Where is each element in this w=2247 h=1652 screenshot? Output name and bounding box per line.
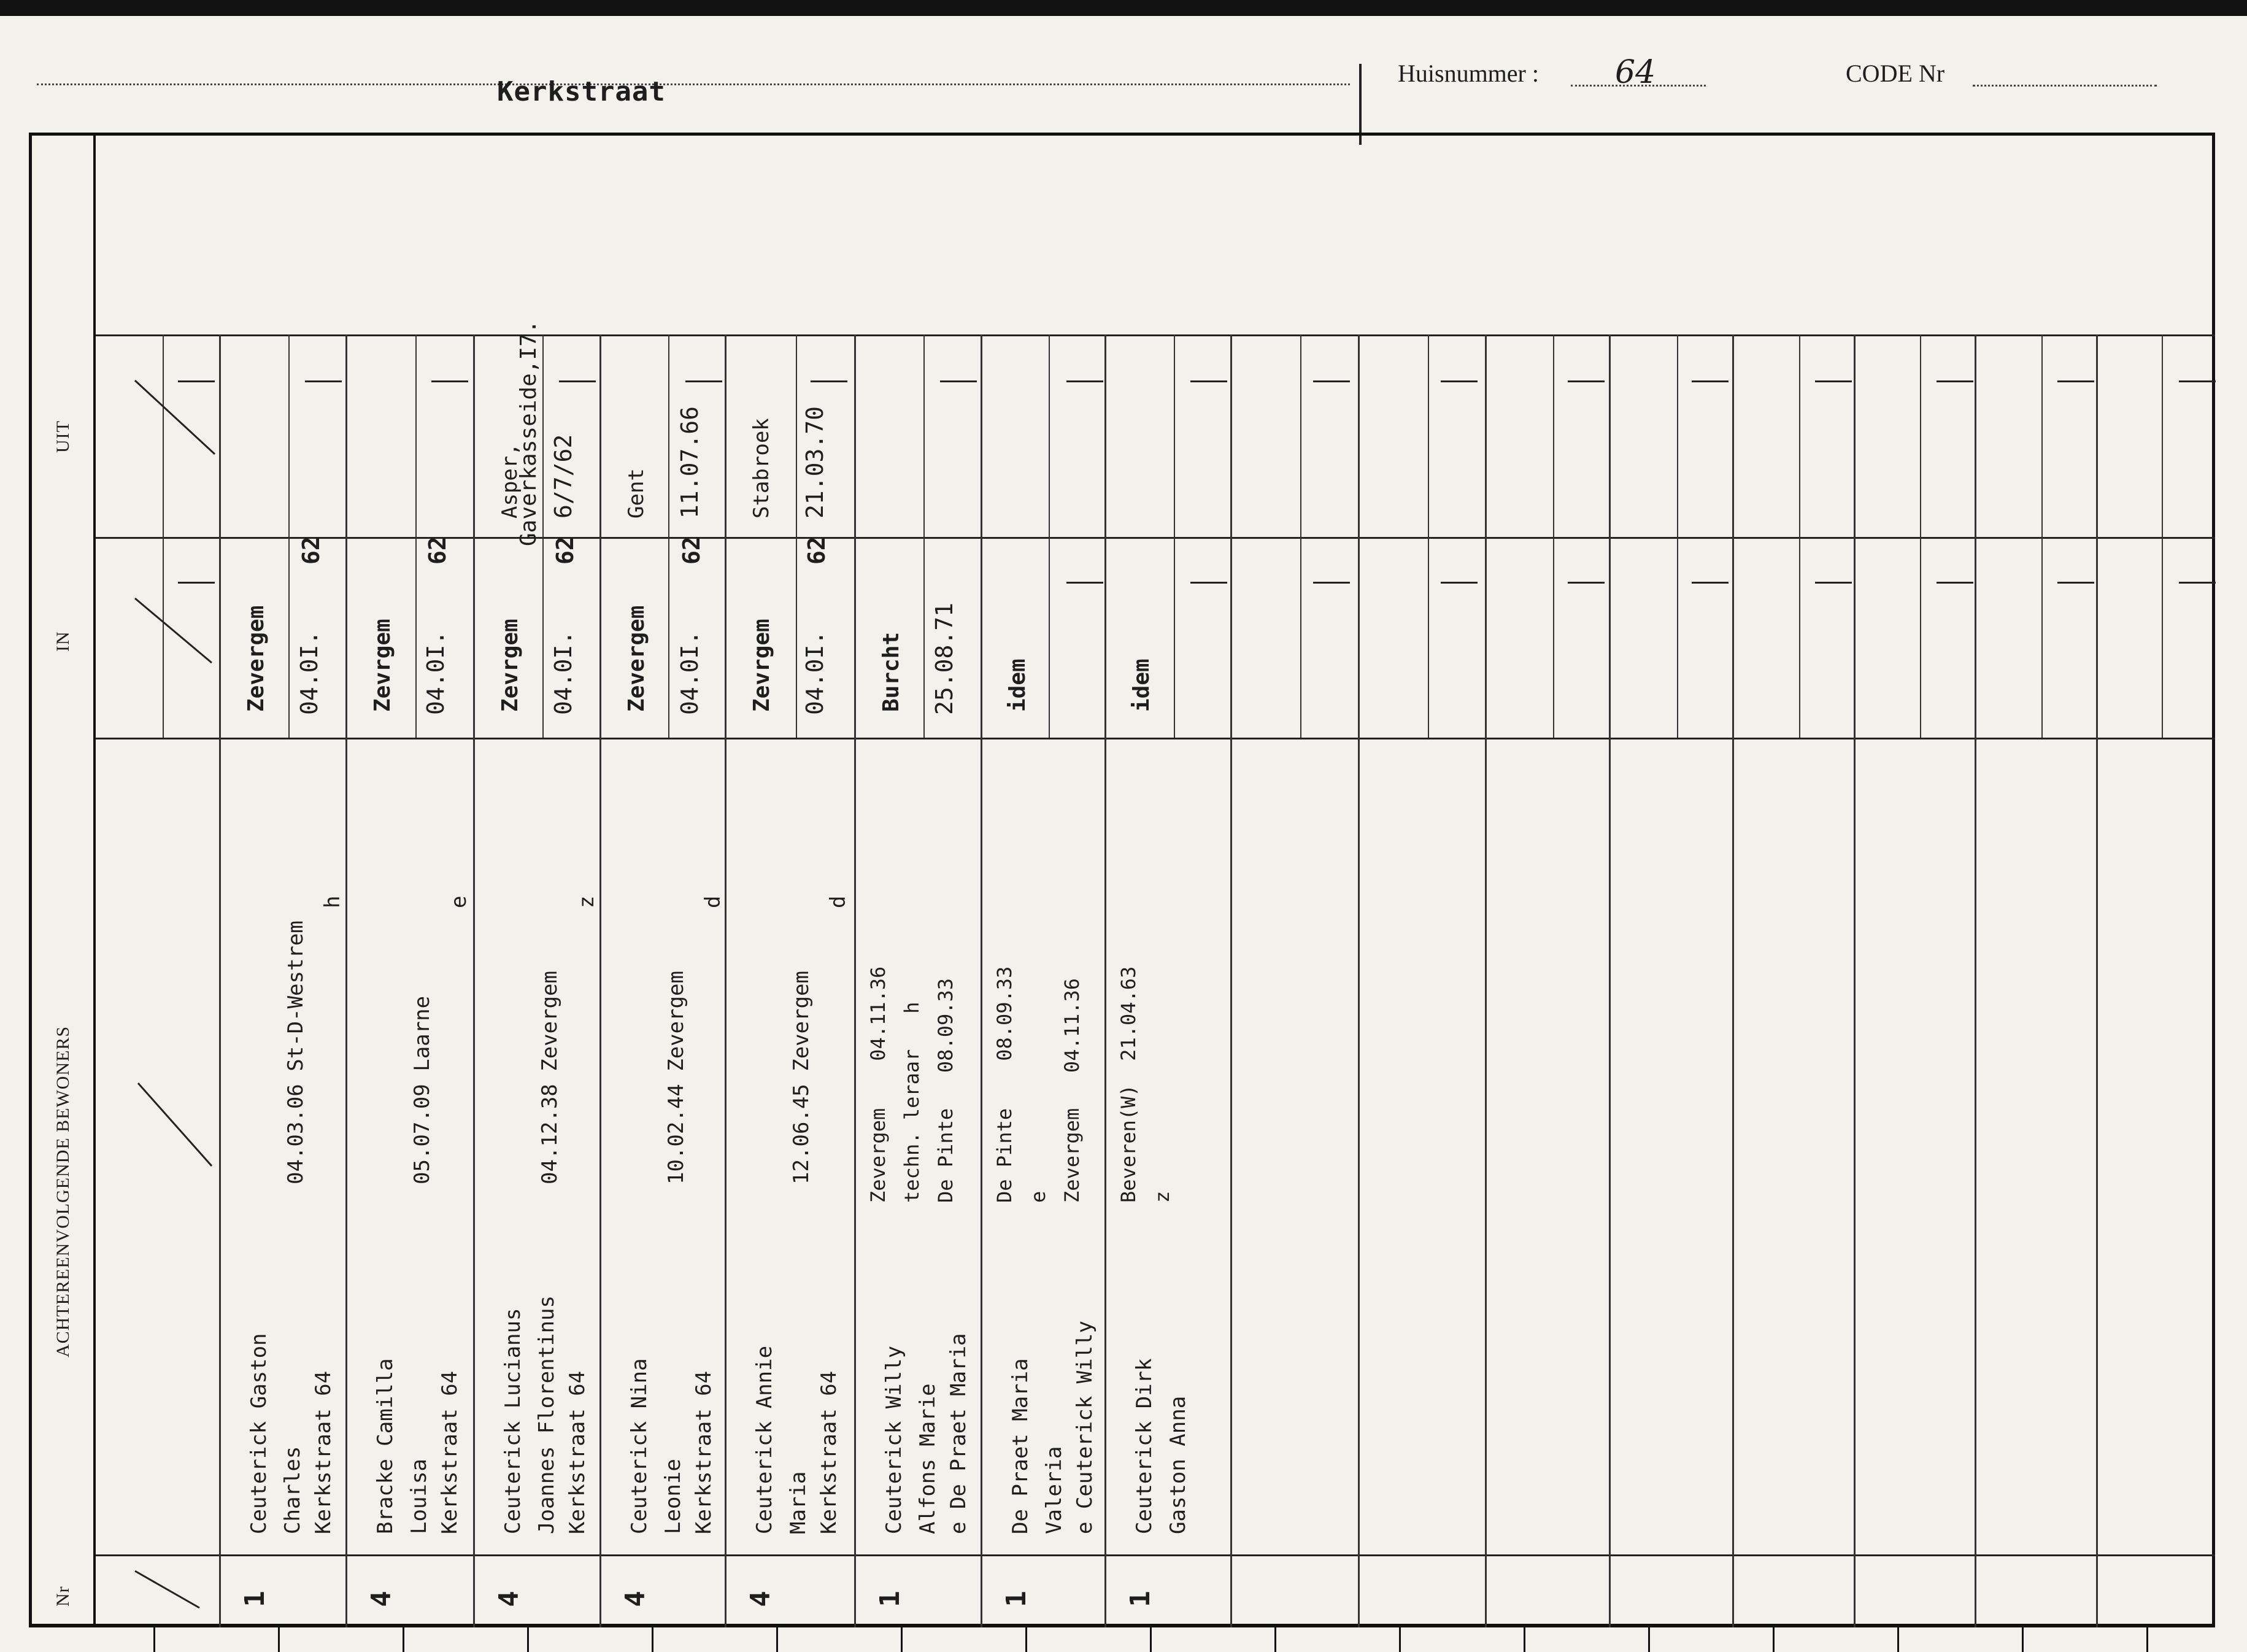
in-place: Zevrgem xyxy=(498,619,523,712)
uit-place: Stabroek xyxy=(749,418,774,519)
resident-line3: Zevergem 04.11.36 xyxy=(1060,978,1084,1203)
sub-divider-uit xyxy=(2041,334,2043,537)
empty-dash xyxy=(2057,582,2094,584)
bottom-tick xyxy=(2022,1627,2024,1652)
resident-birth: 10.02.44 Zevergem xyxy=(664,971,688,1184)
form-header xyxy=(0,16,2247,133)
divider-bewoners-nr xyxy=(93,1554,2215,1556)
empty-dash xyxy=(178,582,215,584)
resident-name: Ceuterick Dirk xyxy=(1132,1358,1157,1534)
resident-birth: 04.12.38 Zevergem xyxy=(538,971,562,1184)
sub-divider-in xyxy=(1049,537,1050,738)
empty-dash xyxy=(559,380,596,382)
huisnummer-label: Huisnummer : xyxy=(1398,60,1539,87)
resident-given-names: Alfons Marie xyxy=(915,1383,940,1534)
section-label-nr: Nr xyxy=(53,1586,73,1607)
bottom-tick xyxy=(403,1627,404,1652)
huisnummer-value: 64 xyxy=(1615,54,1656,91)
empty-dash xyxy=(1441,380,1478,382)
resident-line3: De Pinte 08.09.33 xyxy=(934,978,957,1203)
resident-given-names: Charles xyxy=(280,1446,305,1534)
bottom-tick xyxy=(1648,1627,1650,1652)
sub-divider-uit xyxy=(288,334,290,537)
column-divider xyxy=(1975,334,1976,1627)
empty-dash xyxy=(1937,380,1973,382)
sub-divider-uit xyxy=(2162,334,2163,537)
sub-divider-uit xyxy=(1920,334,1921,537)
in-date: 04.0I. xyxy=(550,630,577,715)
sub-divider-in xyxy=(2162,537,2163,738)
bottom-tick xyxy=(1274,1627,1276,1652)
sub-divider-in xyxy=(1174,537,1175,738)
uit-place-2: Gaverkasseide,I7. xyxy=(516,320,541,546)
resident-nr: 4 xyxy=(744,1591,776,1607)
column-divider xyxy=(1732,334,1734,1627)
resident-given-names: Maria xyxy=(786,1471,811,1534)
sub-divider-uit xyxy=(796,334,797,537)
empty-dash xyxy=(2179,380,2216,382)
divider-top-uit xyxy=(93,334,2215,336)
resident-line1: Zevergem 04.11.36 xyxy=(866,966,890,1203)
resident-address: e De Praet Maria xyxy=(946,1333,971,1534)
resident-address: e Ceuterick Willy xyxy=(1073,1321,1097,1534)
uit-date: 6/7/62 xyxy=(550,434,577,519)
resident-nr: 1 xyxy=(874,1591,906,1607)
resident-birth: 05.07.09 Laarne xyxy=(410,995,434,1184)
divider-uit-in xyxy=(93,537,2215,539)
sub-divider-uit xyxy=(1677,334,1678,537)
sub-divider-in xyxy=(1300,537,1301,738)
empty-dash xyxy=(1815,380,1852,382)
column-divider xyxy=(1609,334,1611,1627)
in-date: 25.08.71 xyxy=(931,602,958,715)
resident-code: d xyxy=(701,895,725,908)
empty-dash xyxy=(1190,582,1227,584)
sub-divider-in xyxy=(668,537,669,738)
in-date: 04.0I. xyxy=(676,630,703,715)
top-black-band xyxy=(0,0,2247,16)
column-divider xyxy=(2096,334,2098,1627)
empty-dash xyxy=(940,380,977,382)
resident-address: Kerkstraat 64 xyxy=(311,1370,336,1534)
empty-dash xyxy=(1313,582,1350,584)
bottom-tick xyxy=(1025,1627,1027,1652)
bottom-tick xyxy=(153,1627,155,1652)
bottom-tick xyxy=(1399,1627,1401,1652)
in-year: 62 xyxy=(298,536,325,565)
sub-divider-in xyxy=(1553,537,1554,738)
resident-nr: 1 xyxy=(1000,1591,1032,1607)
sub-divider-uit xyxy=(668,334,669,537)
bottom-tick xyxy=(1524,1627,1525,1652)
resident-address: Kerkstraat 64 xyxy=(437,1370,462,1534)
code-label: CODE Nr xyxy=(1846,60,1945,87)
in-year: 62 xyxy=(678,536,705,565)
in-year: 62 xyxy=(552,536,579,565)
bottom-tick xyxy=(1897,1627,1899,1652)
code-dotted-line xyxy=(1973,85,2157,87)
sub-divider-in xyxy=(796,537,797,738)
sub-divider-in xyxy=(2041,537,2043,738)
empty-dash xyxy=(1066,380,1103,382)
empty-dash xyxy=(685,380,722,382)
column-divider xyxy=(1230,334,1232,1627)
resident-name: Bracke Camilla xyxy=(373,1358,398,1534)
empty-dash xyxy=(2179,582,2216,584)
resident-line1: Beveren(W) 21.04.63 xyxy=(1117,966,1140,1203)
column-divider xyxy=(981,334,982,1627)
sub-divider-uit xyxy=(1300,334,1301,537)
column-divider xyxy=(1358,334,1360,1627)
empty-dash xyxy=(1441,582,1478,584)
section-label-bewoners: ACHTEREENVOLGENDE BEWONERS xyxy=(53,1025,73,1357)
in-date: 04.0I. xyxy=(422,630,449,715)
empty-dash xyxy=(1815,582,1852,584)
resident-name: Ceuterick Lucianus xyxy=(501,1308,525,1534)
resident-line2: techn. leraar h xyxy=(900,1002,923,1203)
bottom-tick xyxy=(901,1627,903,1652)
resident-given-names: Joannes Florentinus xyxy=(534,1295,559,1534)
column-divider xyxy=(1854,334,1856,1627)
label-column-divider xyxy=(93,133,96,1627)
column-divider xyxy=(725,334,727,1627)
empty-dash xyxy=(1313,380,1350,382)
sub-divider-uit xyxy=(1799,334,1800,537)
empty-dash xyxy=(1692,380,1729,382)
bottom-tick xyxy=(776,1627,778,1652)
column-divider xyxy=(1485,334,1487,1627)
empty-dash xyxy=(1937,582,1973,584)
resident-name: Ceuterick Gaston xyxy=(247,1333,271,1534)
resident-nr: 4 xyxy=(365,1591,397,1607)
sub-divider-uit xyxy=(542,334,544,537)
empty-dash xyxy=(1692,582,1729,584)
resident-name: Ceuterick Annie xyxy=(752,1345,777,1534)
sub-divider-in xyxy=(1799,537,1800,738)
in-year: 62 xyxy=(424,536,451,565)
in-place: Burcht xyxy=(879,631,904,712)
resident-given-names: Louisa xyxy=(407,1459,431,1534)
column-divider xyxy=(1104,334,1106,1627)
sub-divider-uit xyxy=(923,334,925,537)
section-label-uit: UIT xyxy=(53,420,73,453)
column-divider xyxy=(599,334,601,1627)
sub-divider-uit xyxy=(1174,334,1175,537)
street-name: Kerkstraat xyxy=(497,76,666,107)
empty-dash xyxy=(305,380,342,382)
resident-name: Ceuterick Willy xyxy=(882,1345,906,1534)
bottom-tick xyxy=(278,1627,280,1652)
sub-divider-in xyxy=(163,537,164,738)
sub-divider-in xyxy=(1920,537,1921,738)
resident-code: e xyxy=(447,895,471,908)
sub-divider-in xyxy=(1428,537,1429,738)
resident-nr: 4 xyxy=(493,1591,525,1607)
column-divider xyxy=(345,334,347,1627)
uit-date: 21.03.70 xyxy=(801,406,828,519)
resident-code: h xyxy=(320,895,345,908)
in-place: idem xyxy=(1129,658,1154,712)
bottom-tick xyxy=(2146,1627,2148,1652)
bottom-tick xyxy=(652,1627,653,1652)
column-divider xyxy=(854,334,856,1627)
resident-birth: 12.06.45 Zevergem xyxy=(789,971,814,1184)
in-place: Zevergem xyxy=(244,605,269,712)
resident-birth: 04.03.06 St-D-Westrem xyxy=(283,921,308,1184)
bottom-tick xyxy=(527,1627,529,1652)
column-divider xyxy=(473,334,475,1627)
divider-in-bewoners xyxy=(93,738,2215,739)
resident-line2: z xyxy=(1150,1191,1174,1203)
uit-place: Asper, xyxy=(498,443,522,519)
resident-name: De Praet Maria xyxy=(1008,1358,1033,1534)
in-year: 62 xyxy=(803,536,830,565)
in-place: idem xyxy=(1005,658,1030,712)
empty-dash xyxy=(1568,582,1605,584)
resident-code: z xyxy=(574,895,599,908)
sub-divider-uit xyxy=(1428,334,1429,537)
street-dotted-line xyxy=(37,83,1350,85)
in-date: 04.0I. xyxy=(801,630,828,715)
resident-address: Kerkstraat 64 xyxy=(817,1370,841,1534)
in-date: 04.0I. xyxy=(296,630,323,715)
uit-place: Gent xyxy=(624,468,649,519)
empty-dash xyxy=(1568,380,1605,382)
in-place: Zevergem xyxy=(624,605,649,712)
in-place: Zevrgem xyxy=(749,619,774,712)
sub-divider-uit xyxy=(1553,334,1554,537)
bottom-tick xyxy=(1150,1627,1152,1652)
sub-divider-in xyxy=(288,537,290,738)
empty-dash xyxy=(2057,380,2094,382)
sub-divider-in xyxy=(542,537,544,738)
resident-given-names: Gaston Anna xyxy=(1166,1395,1190,1534)
resident-given-names: Leonie xyxy=(661,1459,685,1534)
column-divider xyxy=(219,334,221,1627)
resident-name: Ceuterick Nina xyxy=(627,1358,652,1534)
empty-dash xyxy=(1066,582,1103,584)
sub-divider-in xyxy=(1677,537,1678,738)
resident-nr: 1 xyxy=(1124,1591,1156,1607)
resident-nr: 1 xyxy=(239,1591,271,1607)
sub-divider-in xyxy=(923,537,925,738)
empty-dash xyxy=(431,380,468,382)
sub-divider-in xyxy=(415,537,417,738)
resident-line2: e xyxy=(1027,1191,1050,1203)
in-place: Zevrgem xyxy=(370,619,395,712)
section-label-in: IN xyxy=(53,631,73,652)
sub-divider-uit xyxy=(1049,334,1050,537)
empty-dash xyxy=(811,380,847,382)
resident-address: Kerkstraat 64 xyxy=(692,1370,716,1534)
sub-divider-uit xyxy=(163,334,164,537)
sub-divider-uit xyxy=(415,334,417,537)
register-sheet xyxy=(29,133,2215,1627)
resident-address: Kerkstraat 64 xyxy=(565,1370,590,1534)
resident-line1: De Pinte 08.09.33 xyxy=(993,966,1016,1203)
empty-dash xyxy=(178,380,215,382)
resident-code: d xyxy=(826,895,850,908)
resident-given-names: Valeria xyxy=(1042,1446,1066,1534)
bottom-tick xyxy=(1773,1627,1775,1652)
resident-nr: 4 xyxy=(619,1591,651,1607)
empty-dash xyxy=(1190,380,1227,382)
uit-date: 11.07.66 xyxy=(676,406,703,519)
